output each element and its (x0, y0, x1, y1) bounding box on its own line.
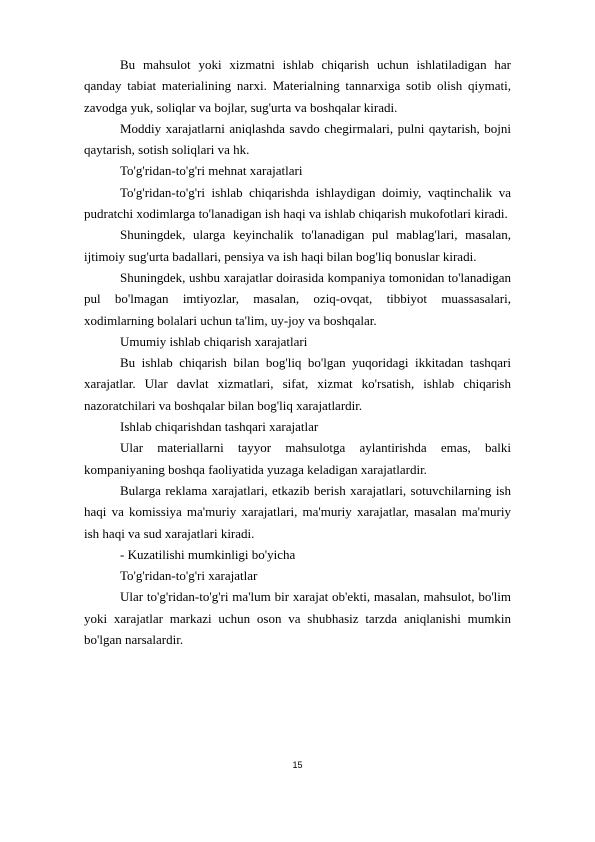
paragraph: To'g'ridan-to'g'ri ishlab chiqarishda ishlaydigan doimiy, vaqtinchalik va pudratchi xodimlarga to'lanadigan ish haqi va ishlab chiqarish mukofotlari kiradi. (84, 184, 511, 222)
paragraph: Ular to'g'ridan-to'g'ri ma'lum bir xarajat ob'ekti, masalan, mahsulot, bo'lim yoki xarajatlar markazi uchun oson va shubhasiz tarzda aniqlanishi mumkin bo'lgan narsalardir. (84, 589, 511, 648)
heading-overhead: Umumiy ishlab chiqarish xarajatlari (120, 333, 308, 349)
paragraph: Bu ishlab chiqarish bilan bog'liq bo'lgan yuqoridagi ikkitadan tashqari xarajatlar. Ular davlat xizmatlari, sifat, xizmat ko'rsatish, ishlab chiqarish nazoratchilari va boshqalar bilan bog'liq xarajatlardir. (84, 355, 511, 413)
paragraph: Moddiy xarajatlarni aniqlashda savdo chegirmalari, pulni qaytarish, bojni qaytarish, sotish soliqlari va hk. (84, 120, 511, 158)
paragraph: Shuningdek, ularga keyinchalik to'lanadigan pul mablag'lari, masalan, ijtimoiy sug'urta badallari, pensiya va ish haqi bilan bog'liq bonuslar kiradi. (84, 227, 511, 264)
paragraph: Bu mahsulot yoki xizmatni ishlab chiqarish uchun ishlatiladigan har qanday tabiat materialining narxi. Materialning tannarxiga sotib olish qiymati, zavodga yuk, soliqlar va bojlar, sug'urta va boshqalar kiradi. (84, 57, 511, 115)
heading-non-production: Ishlab chiqarishdan tashqari xarajatlar (120, 419, 319, 435)
heading-traceability: - Kuzatilishi mumkinligi bo'yicha (120, 546, 296, 562)
page-number: 15 (292, 760, 303, 770)
paragraph: Shuningdek, ushbu xarajatlar doirasida kompaniya tomonidan to'lanadigan pul bo'lmagan imtiyozlar, masalan, oziq-ovqat, tibbiyot muassasalari, xodimlarning bolalari uchun ta'lim, uy-joy va boshqalar. (84, 269, 511, 328)
heading-direct-costs: To'g'ridan-to'g'ri xarajatlar (120, 568, 258, 584)
document-body (84, 54, 511, 650)
heading-direct-labor: To'g'ridan-to'g'ri mehnat xarajatlari (120, 163, 303, 179)
paragraph: Ular materiallarni tayyor mahsulotga aylantirishda emas, balki kompaniyaning boshqa faoliyatida yuzaga keladigan xarajatlardir. (84, 440, 511, 477)
paragraph: Bularga reklama xarajatlari, etkazib berish xarajatlari, sotuvchilarning ish haqi va komissiya ma'muriy xarajatlari, ma'muriy xarajatlar, masalan ma'muriy ish haqi va sud xarajatlari kiradi. (84, 482, 511, 541)
